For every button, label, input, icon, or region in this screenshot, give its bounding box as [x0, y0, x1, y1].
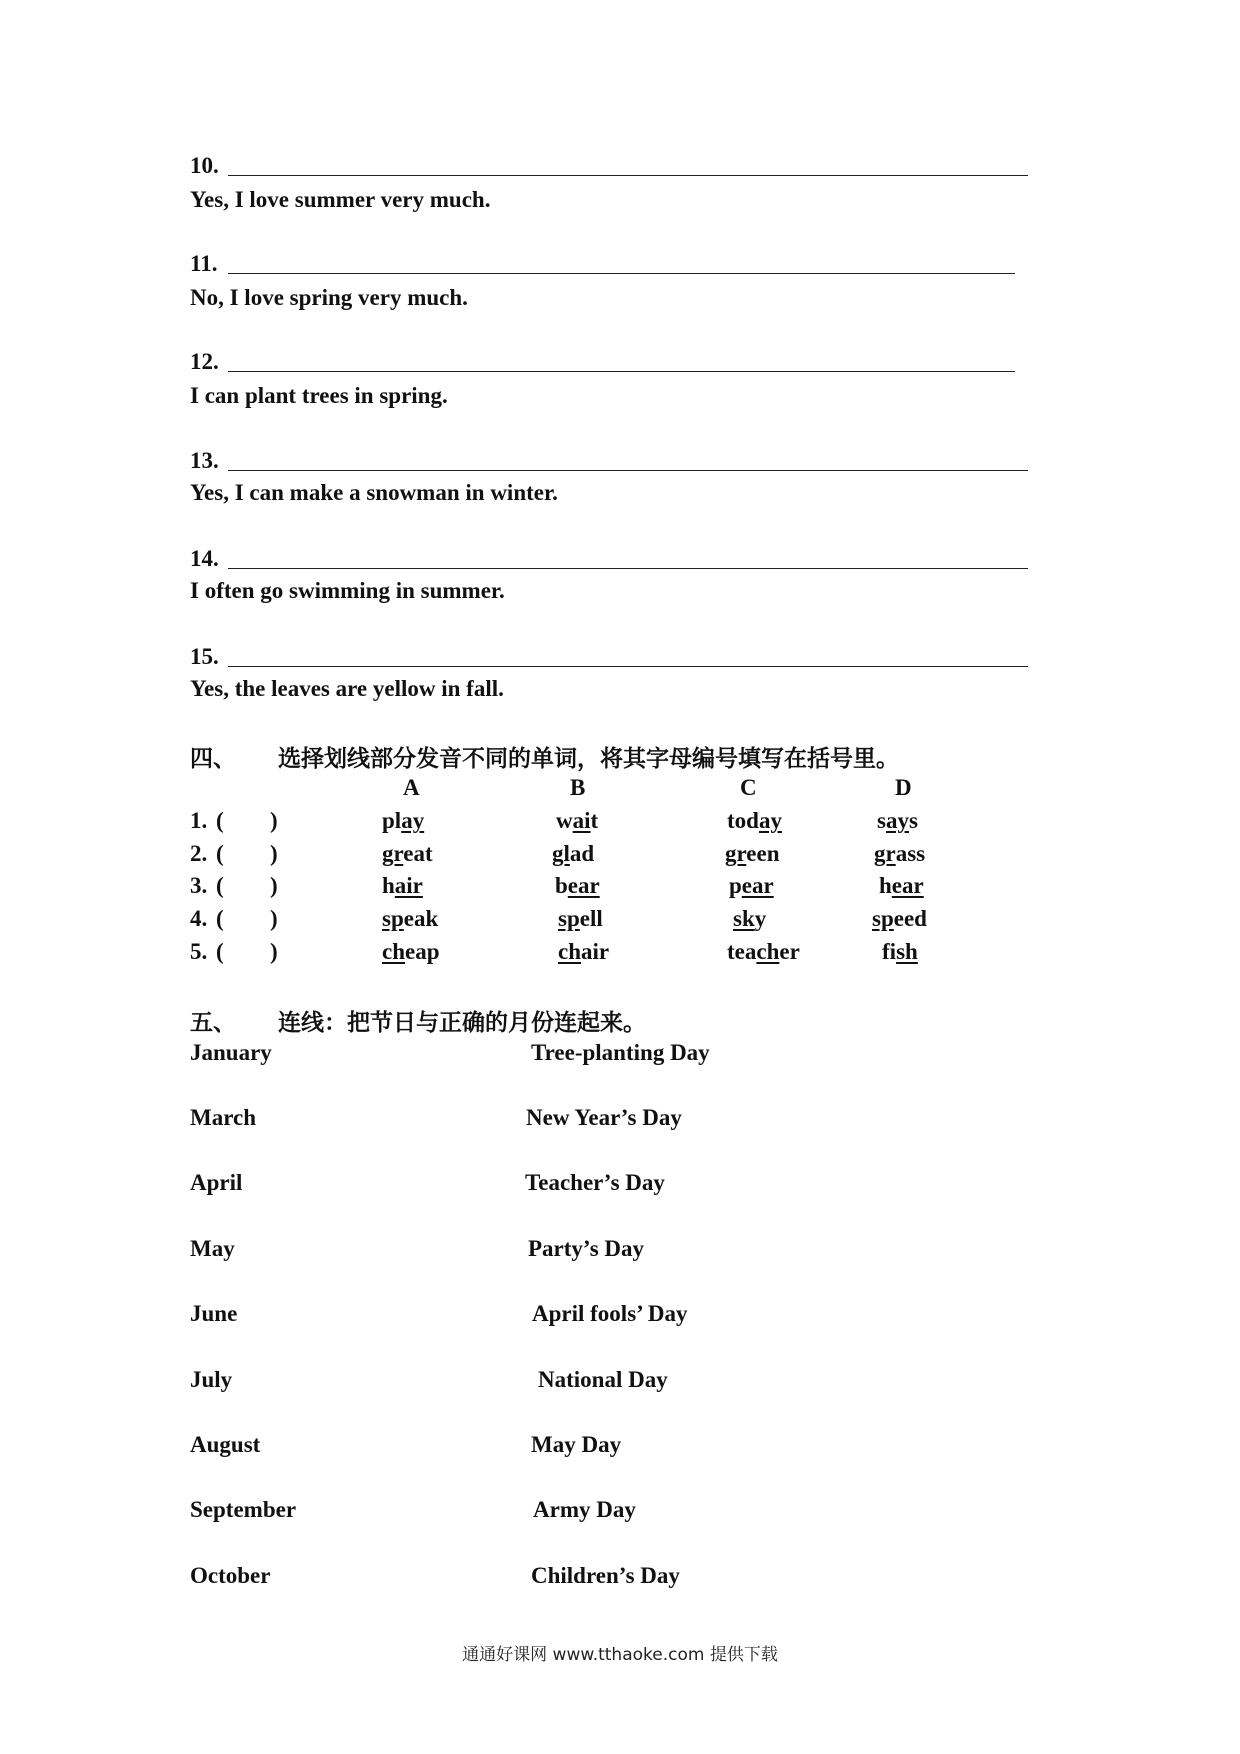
answer-blank-line[interactable]	[228, 371, 1015, 372]
question-answer: Yes, I love summer very much.	[190, 187, 491, 212]
word-option-b[interactable]: glad	[552, 841, 595, 866]
answer-paren-close: )	[270, 808, 278, 833]
answer-blank-line[interactable]	[228, 273, 1015, 274]
festival-item[interactable]: Children’s Day	[531, 1563, 680, 1588]
section-4-heading	[190, 740, 899, 773]
word-option-b[interactable]: bear	[555, 873, 600, 898]
word-option-c[interactable]: pear	[729, 873, 774, 898]
month-item[interactable]: September	[190, 1497, 297, 1522]
row-number: 2.	[190, 841, 208, 866]
answer-paren-close: )	[270, 841, 278, 866]
page-footer: 通通好课网 www.tthaoke.com 提供下载	[462, 1645, 778, 1665]
word-option-a[interactable]: speak	[382, 906, 439, 931]
word-option-b[interactable]: chair	[558, 939, 610, 964]
column-header-c: C	[740, 775, 757, 800]
answer-blank-line[interactable]	[228, 175, 1028, 176]
answer-blank-line[interactable]	[228, 470, 1028, 471]
word-option-d[interactable]: grass	[874, 841, 926, 866]
answer-paren-open: (	[216, 808, 224, 833]
answer-blank-line[interactable]	[228, 568, 1028, 569]
word-option-d[interactable]: fish	[882, 939, 918, 964]
answer-paren-close: )	[270, 906, 278, 931]
question-answer: Yes, I can make a snowman in winter.	[190, 480, 558, 505]
word-option-b[interactable]: spell	[558, 906, 603, 931]
answer-paren-open: (	[216, 873, 224, 898]
month-item[interactable]: April	[190, 1170, 243, 1195]
section-number: 五、	[190, 1010, 236, 1036]
month-item[interactable]: July	[190, 1367, 233, 1392]
word-option-d[interactable]: says	[877, 808, 918, 833]
month-item[interactable]: May	[190, 1236, 235, 1261]
word-option-c[interactable]: teacher	[727, 939, 800, 964]
question-answer: I often go swimming in summer.	[190, 578, 505, 603]
answer-paren-open: (	[216, 906, 224, 931]
month-item[interactable]: January	[190, 1040, 272, 1065]
festival-item[interactable]: National Day	[538, 1367, 668, 1392]
festival-item[interactable]: April fools’ Day	[532, 1301, 688, 1326]
row-number: 4.	[190, 906, 208, 931]
answer-paren-close: )	[270, 873, 278, 898]
question-number: 11.	[190, 251, 218, 276]
question-answer: Yes, the leaves are yellow in fall.	[190, 676, 504, 701]
section-5-heading	[190, 1004, 646, 1037]
row-number: 1.	[190, 808, 208, 833]
column-header-a: A	[403, 775, 420, 800]
word-option-a[interactable]: play	[382, 808, 425, 833]
word-option-b[interactable]: wait	[556, 808, 599, 833]
word-option-a[interactable]: hair	[382, 873, 423, 898]
column-header-b: B	[570, 775, 586, 800]
month-item[interactable]: March	[190, 1105, 257, 1130]
answer-blank-line[interactable]	[228, 666, 1028, 667]
festival-item[interactable]: Party’s Day	[528, 1236, 645, 1261]
section-title: 选择划线部分发音不同的单词，将其字母编号填写在括号里。	[278, 746, 899, 772]
word-option-a[interactable]: cheap	[382, 939, 440, 964]
question-number: 14.	[190, 546, 219, 571]
section-number: 四、	[190, 746, 236, 772]
word-option-c[interactable]: today	[727, 808, 782, 833]
row-number: 5.	[190, 939, 208, 964]
word-option-c[interactable]: green	[725, 841, 780, 866]
section-title: 连线：把节日与正确的月份连起来。	[278, 1010, 646, 1036]
month-item[interactable]: October	[190, 1563, 271, 1588]
month-item[interactable]: June	[190, 1301, 238, 1326]
word-option-d[interactable]: hear	[879, 873, 924, 898]
word-option-c[interactable]: sky	[733, 906, 767, 931]
festival-item[interactable]: New Year’s Day	[526, 1105, 682, 1130]
column-header-d: D	[895, 775, 912, 800]
question-number: 12.	[190, 349, 219, 374]
answer-paren-open: (	[216, 939, 224, 964]
festival-item[interactable]: Army Day	[533, 1497, 636, 1522]
festival-item[interactable]: Tree-planting Day	[531, 1040, 710, 1065]
word-option-d[interactable]: speed	[872, 906, 927, 931]
answer-paren-open: (	[216, 841, 224, 866]
question-answer: I can plant trees in spring.	[190, 383, 448, 408]
answer-paren-close: )	[270, 939, 278, 964]
question-answer: No, I love spring very much.	[190, 285, 468, 310]
question-number: 10.	[190, 153, 219, 178]
word-option-a[interactable]: great	[382, 841, 433, 866]
question-number: 13.	[190, 448, 219, 473]
festival-item[interactable]: May Day	[531, 1432, 622, 1457]
row-number: 3.	[190, 873, 208, 898]
festival-item[interactable]: Teacher’s Day	[525, 1170, 665, 1195]
month-item[interactable]: August	[190, 1432, 261, 1457]
question-number: 15.	[190, 644, 219, 669]
